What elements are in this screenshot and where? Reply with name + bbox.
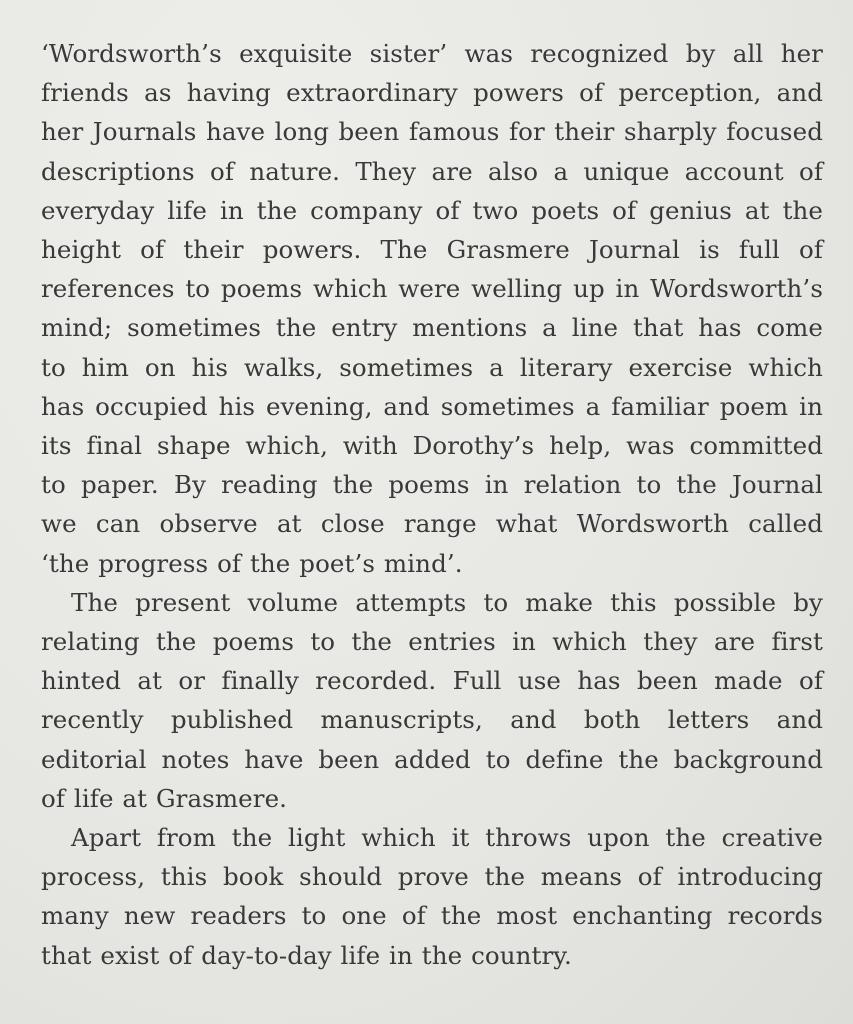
text-line: ‘Wordsworth’s exquisite sister’ was recognized by all her [41, 39, 823, 68]
paragraph-3 [41, 818, 823, 975]
text-line: has occupied his evening, and sometimes a familiar poem in [41, 391, 823, 421]
text-line: editorial notes have been added to define the background [41, 744, 823, 774]
text-line: Apart from the light which it throws upon the creative [71, 823, 823, 853]
text-line: The present volume attempts to make this possible by [71, 587, 823, 617]
text-line: mind; sometimes the entry mentions a line that has come [41, 313, 823, 343]
text-line: to paper. By reading the poems in relation to the Journal [41, 470, 823, 500]
text-line: everyday life in the company of two poets of genius at the [41, 195, 823, 225]
text-line: hinted at or finally recorded. Full use has been made of [41, 666, 823, 696]
text-line: references to poems which were welling up in Wordsworth’s [41, 274, 823, 304]
text-line: friends as having extraordinary powers of perception, and [41, 78, 823, 108]
paragraph-1 [41, 34, 823, 583]
text-line: her Journals have long been famous for their sharply focused [41, 117, 823, 147]
text-line: ‘the progress of the poet’s mind’. [41, 548, 463, 578]
text-line: process, this book should prove the means of introducing [41, 862, 823, 892]
text-line: relating the poems to the entries in which they are first [41, 627, 823, 657]
text-line: we can observe at close range what Wordsworth called [41, 509, 823, 539]
text-line: of life at Grasmere. [41, 783, 288, 813]
text-line: descriptions of nature. They are also a unique account of [41, 156, 823, 186]
text-line: recently published manuscripts, and both letters and [41, 705, 823, 735]
text-line: many new readers to one of the most enchanting records [41, 901, 823, 931]
text-line: height of their powers. The Grasmere Journal is full of [41, 235, 823, 265]
text-line: its final shape which, with Dorothy’s help, was committed [41, 431, 823, 461]
text-line: to him on his walks, sometimes a literary exercise which [41, 352, 823, 382]
paragraph-2 [41, 583, 823, 818]
text-line: that exist of day-to-day life in the country. [41, 940, 572, 970]
